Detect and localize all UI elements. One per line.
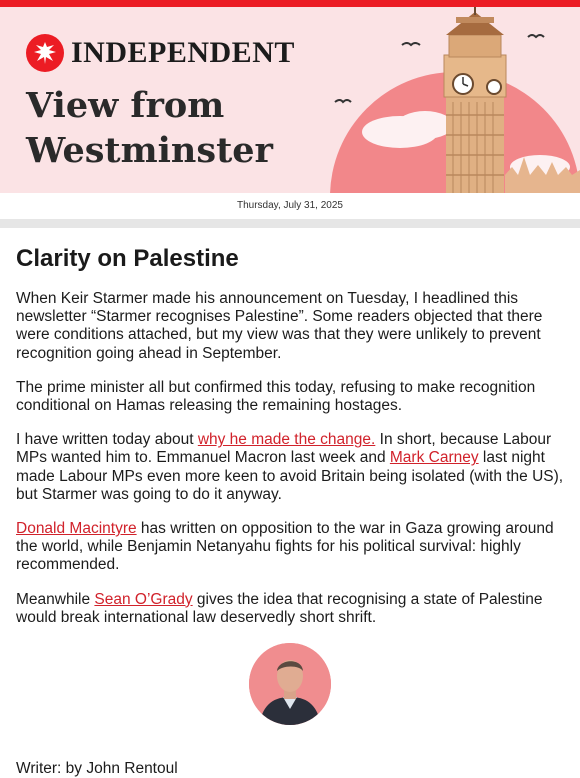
paragraph-5-text-a: Meanwhile [16,590,95,608]
paragraph-5 [16,591,564,627]
link-donald-macintyre[interactable]: Donald Macintyre [16,520,137,538]
paragraph-5-text-b: gives the idea that recognising a state of Palestine would break international law deservedly short shrift. [16,590,543,626]
article-body [0,244,580,778]
paragraph-3-text-b: In short, because Labour MPs wanted him to. Emmanuel Macron last week and [16,431,552,467]
author-avatar-wrap [16,643,564,730]
brand-logo[interactable] [26,34,295,72]
issue-date: Thursday, July 31, 2025 [0,193,580,219]
header-banner [0,7,580,193]
link-sean-ogrady[interactable]: Sean O’Grady [94,590,193,608]
newsletter-title-line2: Westminster [26,130,273,171]
paragraph-1: When Keir Starmer made his announcement on Tuesday, I headlined this newsletter “Starmer recognises Palestine”. Some readers objected that there were conditions attached, but my view was that they were unlikely to prevent recognition going ahead in September. [16,290,543,362]
paragraph-3-text-a: I have written today about [16,431,198,449]
newsletter-title [26,83,273,173]
eagle-logo-icon [26,34,64,72]
paragraph-2: The prime minister all but confirmed this today, refusing to make recognition conditional on Hamas releasing the remaining hostages. [16,378,536,415]
paragraph-4-text: has written on opposition to the war in Gaza growing around the world, while Benjamin Netanyahu fights for his political survival: highly recommended. [16,520,554,574]
paragraph-3 [16,431,564,504]
author-avatar [249,643,331,725]
author-signoff: Writer: by John Rentoul [16,760,178,778]
top-accent-bar [0,0,580,7]
link-mark-carney[interactable]: Mark Carney [389,449,479,467]
link-why-he-made-the-change[interactable]: why he made the change. [197,431,376,449]
article-title: Clarity on Palestine [16,245,239,272]
brand-name: INDEPENDENT [71,36,295,69]
author-portrait-icon [249,643,331,725]
paragraph-3-text-c: last night made Labour MPs even more keen to avoid Britain being isolated (with the US), but Starmer was going to do it anyway. [16,449,564,503]
section-divider [0,219,580,228]
newsletter-title-line1: View from [26,85,225,126]
paragraph-4 [16,520,564,575]
